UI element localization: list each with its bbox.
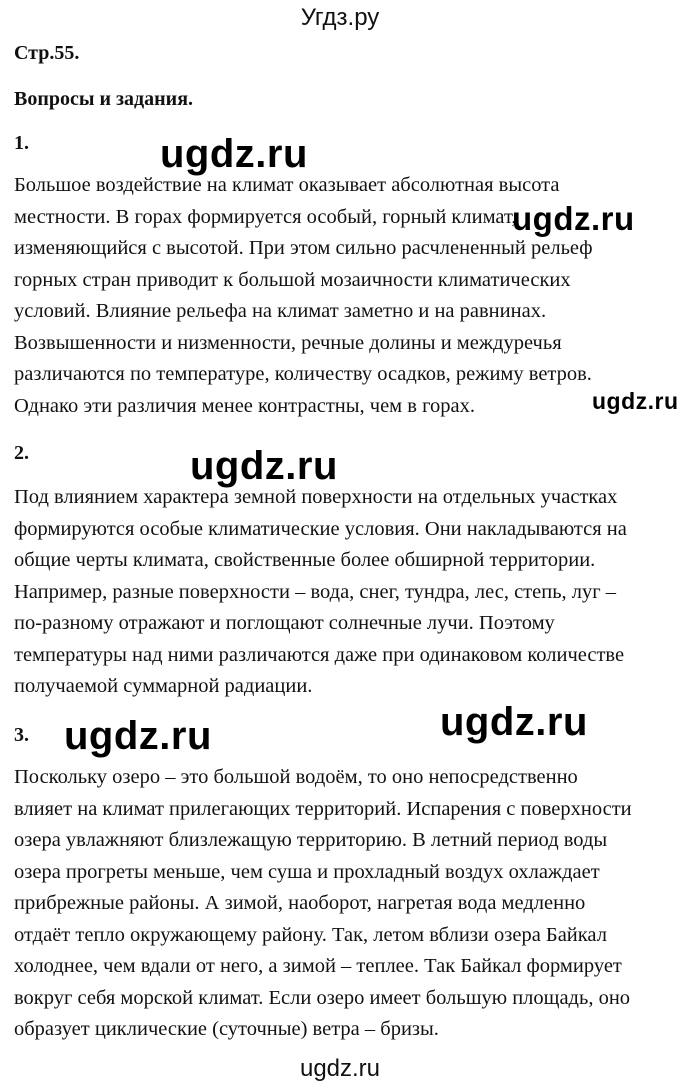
question-number-3: 3. (14, 724, 29, 746)
answer-line: озера увлажняют близлежащую территорию. В летний период воды (14, 829, 608, 851)
page-label: Стр.55. (14, 42, 80, 64)
answer-line: формируются особые климатические условия. Они накладываются на (14, 517, 627, 540)
watermark: ugdz.ru (64, 714, 212, 758)
watermark: ugdz.ru (440, 700, 588, 744)
watermark: ugdz.ru (160, 132, 308, 176)
watermark: ugdz.ru (190, 444, 338, 488)
answer-line: общие черты климата, свойственные более обширной территории. (14, 549, 596, 571)
answer-line: Большое воздействие на климат оказывает абсолютная высота (14, 174, 560, 196)
answer-line: образует циклические (суточные) ветра – бризы. (14, 1018, 439, 1040)
watermark: ugdz.ru (512, 200, 635, 237)
answer-line: температуры над ними различаются даже при одинаковом количестве (14, 643, 625, 666)
question-number-2: 2. (14, 442, 29, 464)
answer-line: озера прогреты меньше, чем суша и прохладный воздух охлаждает (14, 860, 600, 883)
answer-line: горных стран приводит к большой мозаичности климатических (14, 268, 571, 291)
answer-line: Под влиянием характера земной поверхности на отдельных участках (14, 486, 618, 508)
watermark: ugdz.ru (592, 388, 679, 414)
site-title: Угдз.ру (300, 4, 380, 31)
answer-line: влияет на климат прилегающих территорий. Испарения с поверхности (14, 797, 632, 820)
footer-watermark: ugdz.ru (299, 1055, 381, 1082)
answer-line: Возвышенности и низменности, речные долины и междуречья (14, 331, 562, 354)
answer-line: отдаёт тепло окружающему району. Так, летом вблизи озера Байкал (14, 923, 607, 946)
answer-line: получаемой суммарной радиации. (14, 675, 313, 697)
answer-line: по-разному отражают и поглощают солнечные лучи. Поэтому (14, 612, 555, 634)
answer-line: условий. Влияние рельефа на климат заметно и на равнинах. (14, 300, 547, 322)
answer-line: Однако эти различия менее контрастны, чем в горах. (14, 394, 475, 417)
answer-line: местности. В горах формируется особый, горный климат, (14, 205, 517, 228)
answer-line: различаются по температуре, количеству осадков, режиму ветров. (14, 363, 592, 385)
section-title: Вопросы и задания. (14, 88, 194, 110)
answer-line: вокруг себя морской климат. Если озеро имеет большую площадь, оно (14, 986, 631, 1009)
answer-paragraph-3 (14, 762, 674, 1046)
answer-line: холоднее, чем вдали от него, а зимой – теплее. Так Байкал формирует (14, 955, 622, 977)
question-number-1: 1. (14, 132, 29, 154)
answer-paragraph-2 (14, 482, 674, 703)
answer-line: Например, разные поверхности – вода, снег, тундра, лес, степь, луг – (14, 580, 617, 603)
answer-line: прибрежные районы. А зимой, наоборот, нагретая вода медленно (14, 892, 586, 914)
answer-line: изменяющийся с высотой. При этом сильно расчлененный рельеф (14, 237, 593, 259)
answer-line: Поскольку озеро – это большой водоём, то оно непосредственно (14, 766, 578, 788)
